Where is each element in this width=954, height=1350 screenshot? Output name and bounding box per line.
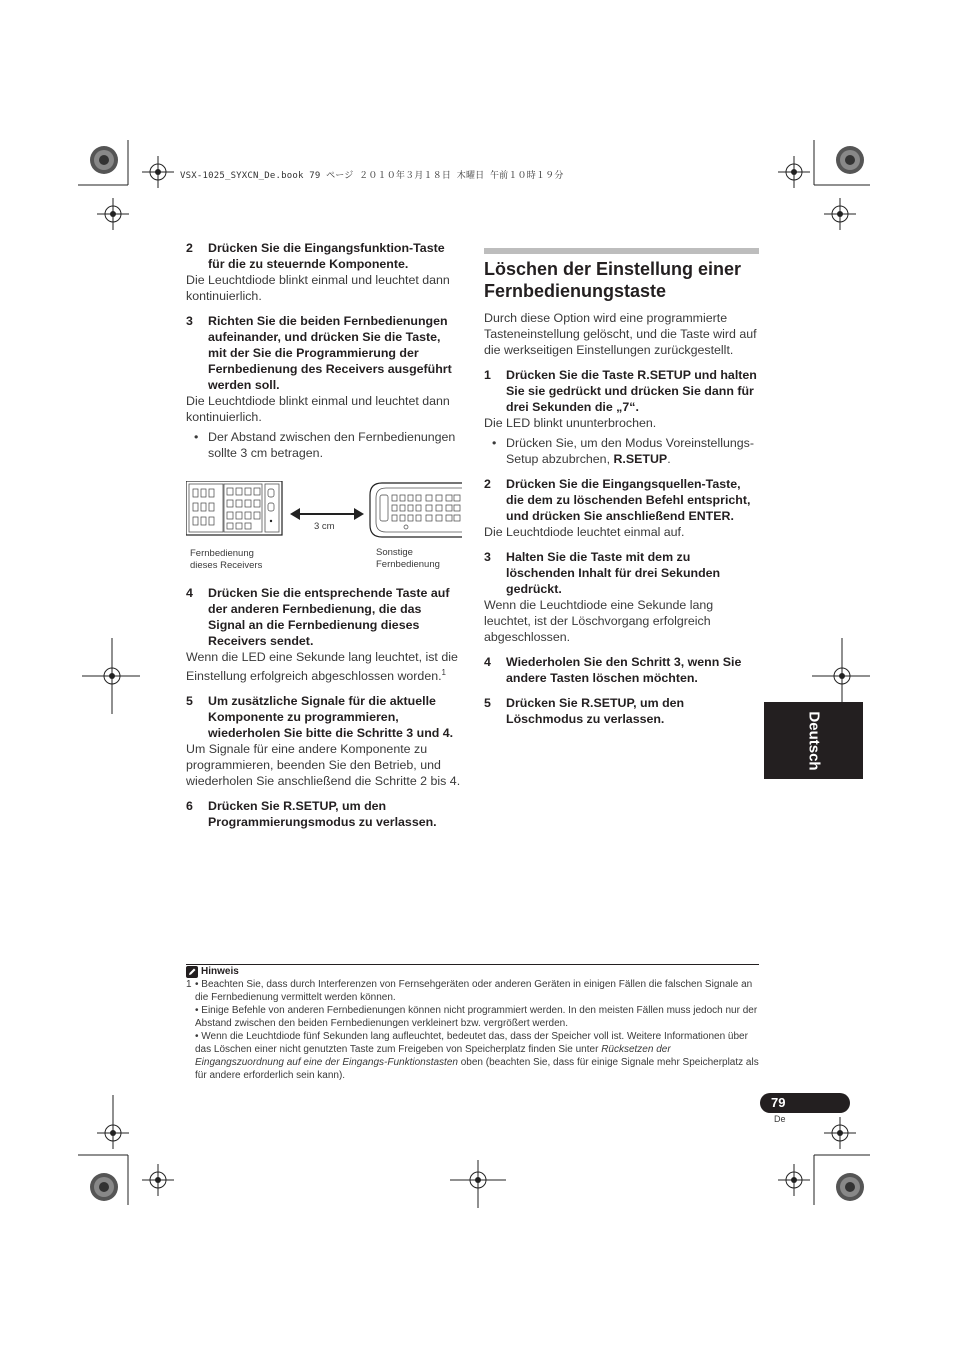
left-step-6: 6 Drücken Sie R.SETUP, um den Programmierungsmodus zu verlassen.	[186, 799, 437, 830]
figure-left-label: Fernbedienung dieses Receivers	[190, 548, 263, 571]
left-step-2: 2 Drücken Sie die Eingangsfunktion-Taste für die zu steuernde Komponente.	[186, 241, 445, 271]
note-heading: Hinweis	[186, 965, 239, 977]
page-number-badge	[760, 1093, 850, 1113]
left-column	[186, 240, 462, 830]
right-step-1-bullet: • Drücken Sie, um den Modus Voreinstellungs-Setup abzubrchen, R.SETUP.	[484, 435, 760, 467]
section-intro: Durch diese Option wird eine programmierte Tasteneinstellung gelöscht, und die Taste wird auf die werkseitigen Einstellungen zurückgestellt.	[484, 311, 757, 357]
note-rule	[186, 964, 759, 965]
right-step-2-body: Die Leuchtdiode leuchtet einmal auf.	[484, 525, 685, 539]
left-step-5: 5 Um zusätzliche Signale für die aktuelle Komponente zu programmieren, wiederholen Sie bitte die Schritte 3 und 4.	[186, 694, 454, 741]
page-language: De	[774, 1114, 786, 1124]
left-step-4-body: Wenn die LED eine Sekunde lang leuchtet, ist die Einstellung erfolgreich abgeschlossen worden.$^1$	[186, 650, 458, 684]
crop-mark-bottom-right	[750, 1095, 880, 1215]
right-step-2: 2 Drücken Sie die Eingangsquellen-Taste, die dem zu löschenden Befehl entspricht, und drücken Sie anschließend ENTER.	[484, 477, 751, 523]
left-step-3: 3 Richten Sie die beiden Fernbedienungen aufeinander, und drücken Sie die Taste, mit der Sie die Programmierung der Fernbedienung des Receivers ausgeführt werden soll.	[186, 314, 452, 392]
left-step-5-body: Um Signale für eine andere Komponente zu programmieren, beenden Sie den Betrieb, und wiederholen Sie anschließend die Schritte 2 bis 4.	[186, 742, 461, 789]
left-step-4: 4 Drücken Sie die entsprechende Taste auf der anderen Fernbedienung, die das Signal an die Fernbedienung dieses Receivers sendet.	[186, 586, 450, 648]
language-tab	[764, 702, 863, 779]
crop-mark-bottom-center	[448, 1160, 508, 1210]
left-step-2-body: Die Leuchtdiode blinkt einmal und leuchtet dann kontinuierlich.	[186, 273, 450, 303]
note-bullet-2: • Einige Befehle von anderen Fernbedienungen können nicht programmiert werden. In den meisten Fällen muss jedoch nur der Abstand zwischen den beiden Fernbedienungen verkleinert bzw. vergrößert werden.	[195, 1005, 758, 1029]
right-step-1-body: Die LED blinkt ununterbrochen.	[484, 416, 657, 430]
crop-mark-top-right	[750, 130, 880, 250]
page-number: 79	[771, 1095, 786, 1110]
right-step-5: 5 Drücken Sie R.SETUP, um den Löschmodus zu verlassen.	[484, 696, 685, 726]
note-bullet-3: • Wenn die Leuchtdiode fünf Sekunden lang aufleuchtet, bedeutet das, dass der Speicher voll ist. Weitere Informationen über das Löschen einer nicht genutzten Taste zum Freigeben von Speicherplatz finden Sie unter Rücksetzen der Eingangszuordnung auf eine der Eingangs-Funktionstasten oben (beachten Sie, dass für einige Signale mehr Speicherplatz als für andere erforderlich sein kann).	[195, 1031, 759, 1081]
section-bar	[484, 248, 759, 254]
right-step-3: 3 Halten Sie die Taste mit dem zu löschenden Inhalt für drei Sekunden gedrückt.	[484, 550, 721, 596]
footnote-ref: 1	[441, 668, 446, 677]
right-column	[484, 258, 760, 727]
file-info-line: VSX-1025_SYXCN_De.book 79 ページ ２０１０年３月１８日 木曜日 午前１０時１９分	[180, 171, 564, 181]
note-bullet-1: • Beachten Sie, dass durch Interferenzen von Fernsehgeräten oder anderen Geräten in einigen Fällen die falschen Signale an die Fernbedienung vermittelt werden können.	[195, 979, 753, 1003]
crop-mark-bottom-left	[78, 1095, 208, 1215]
figure-right-label: Sonstige Fernbedienung	[376, 547, 440, 570]
right-step-4: 4 Wiederholen Sie den Schritt 3, wenn Sie andere Tasten löschen möchten.	[484, 655, 742, 685]
pencil-icon	[186, 965, 198, 977]
left-step-3-bullet: • Der Abstand zwischen den Fernbedienungen sollte 3 cm betragen.	[186, 429, 462, 461]
language-tab-label: Deutsch	[805, 710, 822, 771]
remotes-illustration	[186, 481, 462, 551]
right-step-3-body: Wenn die Leuchtdiode eine Sekunde lang leuchtet, ist der Löschvorgang erfolgreich abgeschlossen.	[484, 598, 714, 644]
figure-distance-label: 3 cm	[314, 521, 335, 532]
remote-figure	[186, 469, 462, 585]
crop-mark-middle-left	[82, 638, 142, 718]
section-heading: Löschen der Einstellung einer Fernbedienungstaste	[484, 259, 742, 301]
crop-mark-top-left	[78, 130, 208, 250]
left-step-3-body: Die Leuchtdiode blinkt einmal und leuchtet dann kontinuierlich.	[186, 394, 450, 424]
right-step-1: 1 Drücken Sie die Taste R.SETUP und halten Sie sie gedrückt und drücken Sie dann für drei Sekunden die „7“.	[484, 368, 757, 414]
note-body	[186, 978, 759, 1082]
note-number: 1	[186, 979, 192, 990]
